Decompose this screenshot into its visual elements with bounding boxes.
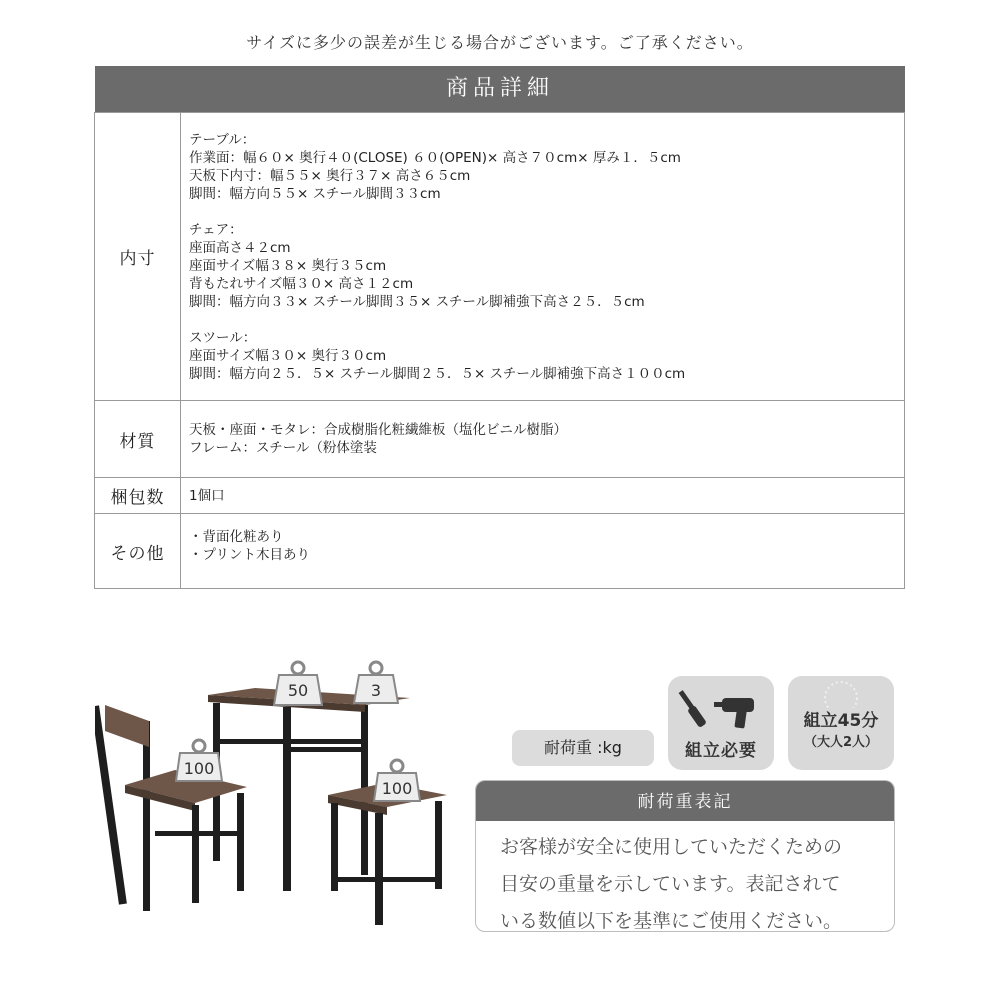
load-note-box [475,780,895,932]
row-label: 材質 [95,401,181,478]
spec-line: 天板・座面・モタレ：合成樹脂化粧繊維板（塩化ビニル樹脂） [189,422,567,438]
stool-heading: スツール： [189,329,257,346]
note-line: 目安の重量を示しています。表記されて [500,873,841,895]
load-capacity-label: 耐荷重 :kg [512,730,654,766]
chair-weight-value: 100 [183,759,215,778]
spec-line: ・プリント木目あり [189,547,310,563]
spec-line: フレーム：スチール（粉体塗装 [189,440,377,456]
load-note-title: 耐荷重表記 [476,781,894,821]
row-label: 内寸 [95,113,181,401]
spec-line: ・背面化粧あり [189,529,284,545]
chair-heading: チェア： [189,221,243,238]
spec-line: 背もたれサイズ幅３０× 高さ１２cm [189,275,414,292]
table-weight-icon [273,659,323,707]
spec-line: 脚間：幅方向２５．５× スチール脚間２５．５× スチール脚補強下高さ１００cm [189,365,686,382]
spec-line: 座面高さ４２cm [189,239,291,256]
clock-icon [821,680,861,708]
assembly-required-text: 組立必要 [685,741,757,761]
spec-line: 脚間：幅方向３３× スチール脚間３５× スチール脚補強下高さ２５．５cm [189,293,645,310]
spec-row-other [95,514,905,589]
assembly-time-badge [788,676,894,770]
spec-line: 天板下内寸：幅５５× 奥行３７× 高さ６５cm [189,167,471,184]
stool-weight-icon [373,757,421,803]
tabletop-weight-icon [353,659,399,705]
spec-table [94,112,905,589]
spec-line: 脚間：幅方向５５× スチール脚間３３cm [189,185,441,202]
spec-line: 1個口 [189,487,225,504]
spec-row-dimensions [95,113,905,401]
row-content [181,478,905,514]
row-label: 梱包数 [95,478,181,514]
table-heading: テーブル： [189,131,256,148]
furniture-illustration [95,655,455,935]
row-label: その他 [95,514,181,589]
row-content [181,514,905,589]
row-content [181,113,905,401]
table-weight-value: 50 [287,681,309,700]
spec-line: 座面サイズ幅３８× 奥行３５cm [189,257,387,274]
chair-weight-icon [175,737,223,783]
note-line: お客様が安全に使用していただくための [500,836,843,858]
spec-row-material [95,401,905,478]
assembly-time-text: 組立45分 [803,711,879,731]
load-note-body [476,821,894,932]
tabletop-weight-value: 3 [370,681,382,700]
stool-weight-value: 100 [381,779,413,798]
spec-line: 座面サイズ幅３０× 奥行３０cm [189,347,387,364]
size-notice: サイズに多少の誤差が生じる場合がございます。ご了承ください。 [246,33,754,52]
spec-title: 商品詳細 [95,66,905,112]
spec-row-packages [95,478,905,514]
assembly-people-text: （大人2人） [803,735,879,750]
screwdriver-drill-icon [678,686,764,732]
spec-line: 作業面：幅６０× 奥行４０(CLOSE) ６０(OPEN)× 高さ７０cm× 厚み１．５cm [189,149,681,166]
note-line: いる数値以下を基準にご使用ください。 [500,910,843,932]
assembly-required-badge [668,676,774,770]
row-content [181,401,905,478]
